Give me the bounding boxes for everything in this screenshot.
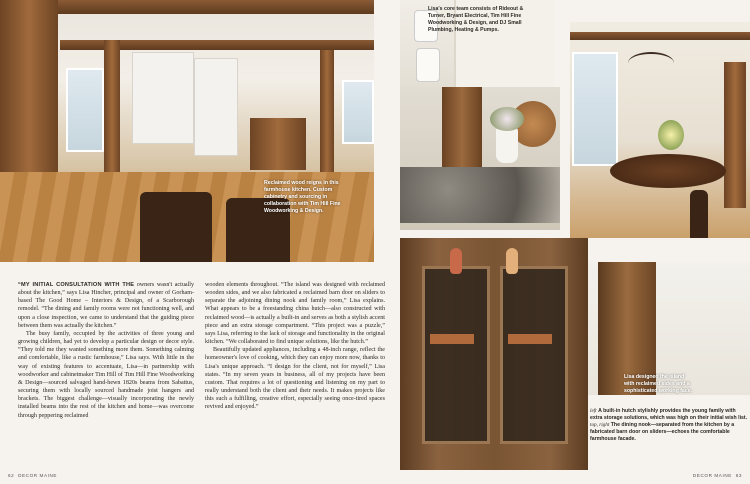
window <box>572 52 618 166</box>
team-caption: Lisa's core team consists of Rideout & Turner, Bryant Electrical, Tim Hill Fine Woodworking & Design, and DJ Small Plumbing, Heating & Pumps. <box>428 6 524 33</box>
article-paragraph: The busy family, occupied by the activities of three young and growing children, had yet to develop a particular design or decor style. “They told me they wanted something more them. Something calming and comfortable, like a rustic farmhouse,” Lisa says. With little in the way of existing features to accentuate, Lisa—in partnership with woodworker and cabinetmaker Tim Hill of Tim Hill Fine Woodworking & Design—sourced salvaged hand-hewn 1820s beams from Sabattus, securing them with locally sourced handmade joist hangers and brackets. The biggest challenge—visually incorporating the newly installed beams into the rest of the kitchen and home—was overcome through peppering reclaimed <box>18 330 194 419</box>
cabinets <box>132 52 194 144</box>
article-column-2 <box>205 281 385 412</box>
hutch-cabinet-photo <box>400 238 588 470</box>
dining-photo <box>570 22 750 238</box>
glass-door <box>500 266 568 444</box>
caption-text-left: A built-in hutch stylishly provides the young family with extra storage solutions, which was high on their initial wish list. <box>590 408 748 421</box>
article-paragraph: wooden elements throughout. “The island was designed with reclaimed wooden sides, and we also fabricated a reclaimed barn door on sliders to separate the adjoining dining nook and family room,” Lisa explains. What appears to be a freestanding china hutch—also constructed with reclaimed wood—is actually a built-in and serves as both a stylish accent piece and an extra storage compartment. “This project was a puzzle,” says Lisa, referring to the lack of storage and functionality in the original kitchen. “We collaborated to find unique solutions, like the hutch.” <box>205 282 385 346</box>
folio-right <box>693 473 742 478</box>
canister <box>416 48 440 82</box>
article-column-1 <box>18 281 194 420</box>
magazine-title: DECOR MAINE <box>692 473 732 478</box>
hutch-top-photo <box>400 0 555 87</box>
article-paragraph: Beautifully updated appliances, including a 48-inch range, reflect the homeowner's love of cooking, which they can enjoy more now, thanks to Lisa's unique approach. “I design for the client, not for myself,” Lisa states. “In my seven years in business, all of my projects have been custom. That requires a lot of questioning and listening on my part to really understand both the client and their needs. It makes projects like this such a fulfilling, creative effort, especially seeing once-tired spaces revived and enjoyed.” <box>205 347 385 411</box>
dining-chair <box>140 192 212 262</box>
page-number: 62 <box>8 473 15 478</box>
island-detail-photo <box>588 262 750 395</box>
kitchen-island <box>250 118 306 170</box>
dining-chair <box>690 190 708 238</box>
caption-label-left: left <box>590 408 597 414</box>
window <box>342 80 374 144</box>
refrigerator <box>194 58 238 156</box>
window <box>66 68 104 152</box>
flowers <box>490 107 524 131</box>
article-paragraph <box>18 281 194 330</box>
caption-text-right: The dining nook—separated from the kitchen by a fabricated barn door on sliders—echoes the comfortable farmhouse facade. <box>590 422 735 442</box>
kitchen-photo <box>0 0 374 262</box>
photo-captions <box>590 408 748 443</box>
wood-panel <box>442 87 482 179</box>
article-text: owners wasn't actually about the kitchen,” says Lisa Hincher, principal and owner of Gorham-based The Good Home – Interiors & Design, of a Scarborough remodel. “The dining and family rooms were not functioning well, and upon a close inspection, we came to understand that the guiding piece between them was actually the kitchen.” <box>18 282 195 329</box>
kitchen-caption: Reclaimed wood reigns in this farmhouse kitchen. Custom cabinetry and sourcing in collaboration with Tim Hill Fine Woodworking & Design. <box>264 180 341 214</box>
pitcher <box>496 127 518 163</box>
island-caption: Lisa designed the island with reclaimed sides and a sophisticated working face. <box>624 374 693 394</box>
glass-door <box>422 266 490 444</box>
barn-door <box>724 62 746 208</box>
dining-table <box>610 154 726 188</box>
copper-mugs <box>508 334 552 344</box>
vase-photo <box>400 87 560 230</box>
folio-left <box>8 473 57 478</box>
ceiling-beam <box>570 32 750 40</box>
page-number: 63 <box>735 473 742 478</box>
granite-counter <box>400 167 560 223</box>
caption-label-right: top, right <box>590 422 610 428</box>
magazine-title: DECOR MAINE <box>18 473 58 478</box>
chandelier <box>628 52 674 74</box>
decorative-bottle <box>506 248 518 274</box>
decorative-bottle <box>450 248 462 274</box>
article-lead: “MY INITIAL CONSULTATION WITH THE <box>18 282 135 288</box>
flowers <box>658 120 684 150</box>
copper-mugs <box>430 334 474 344</box>
